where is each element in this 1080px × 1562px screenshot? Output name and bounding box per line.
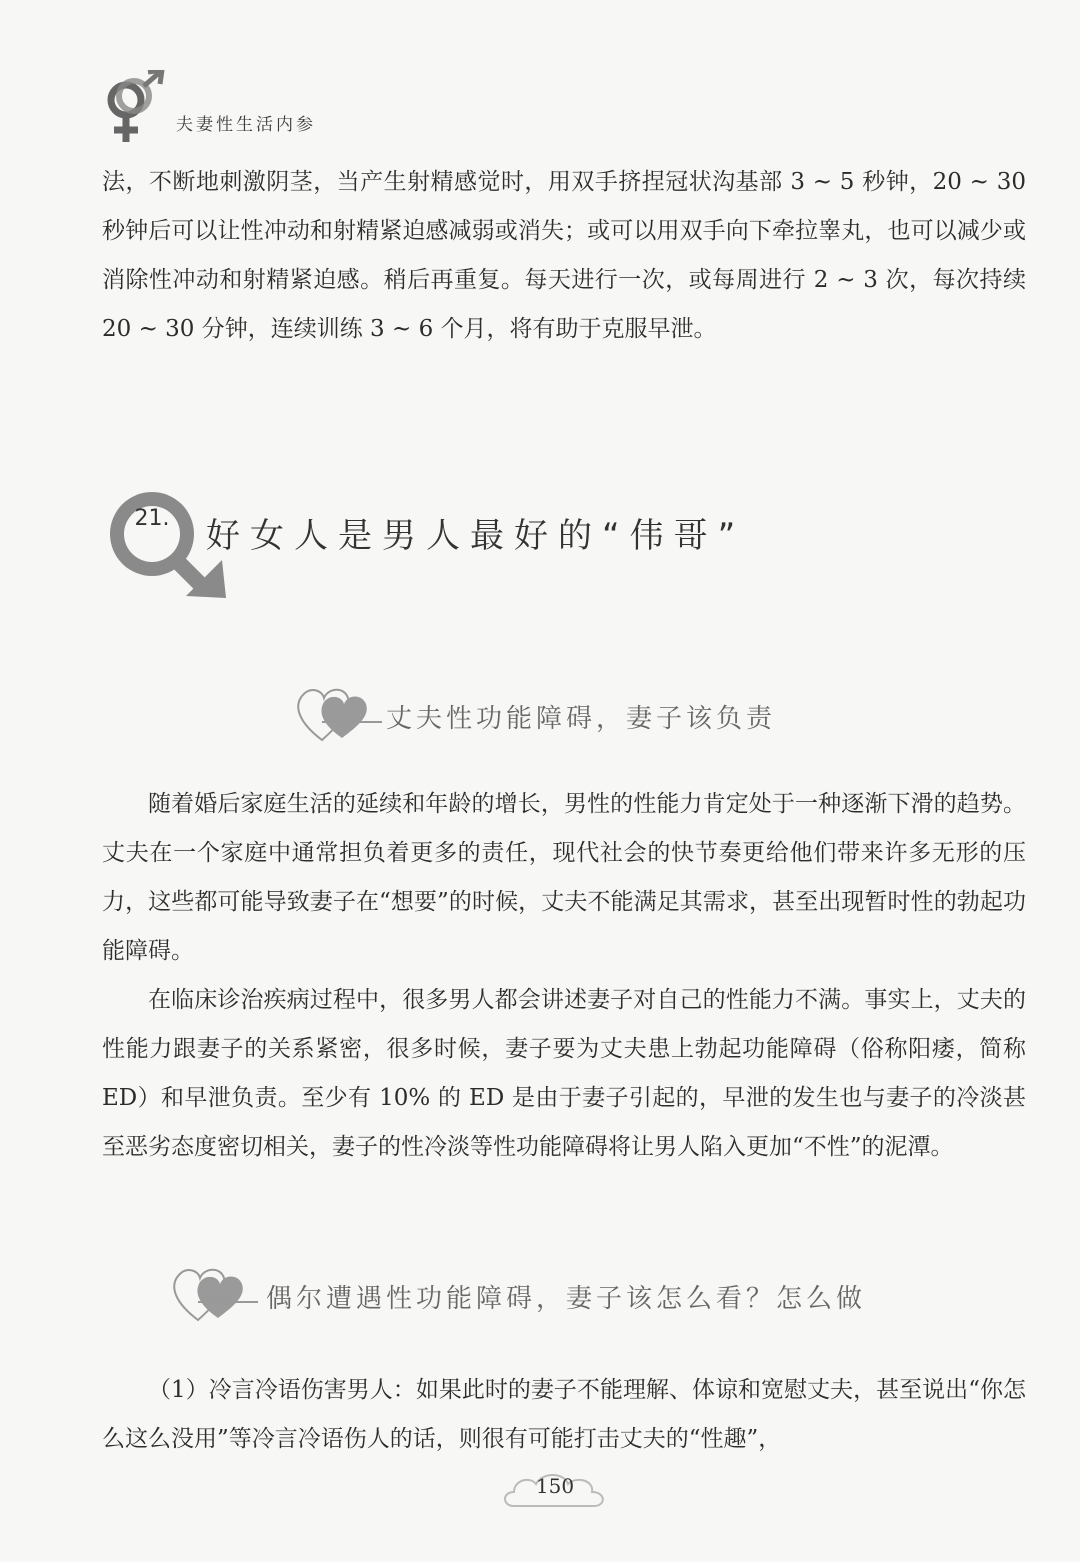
chapter-number: 21. [134,506,170,531]
running-header [100,70,700,150]
continuation-paragraph: 法，不断地刺激阴茎，当产生射精感觉时，用双手挤捏冠状沟基部 3 ~ 5 秒钟，20 ~ 30 秒钟后可以让性冲动和射精紧迫感减弱或消失；或可以用双手向下牵拉睾丸，也可以减少或消除性冲动和射精紧迫感。稍后再重复。每天进行一次，或每周进行 2 ~ 3 次，每次持续 20 ~ 30 分钟，连续训练 3 ~ 6 个月，将有助于克服早泄。 [102,169,1026,342]
section-heading-text: 偶尔遭遇性功能障碍，妻子该怎么看？怎么做 [266,1284,867,1314]
body-paragraph [102,158,1026,354]
section-heading-text: 丈夫性功能障碍，妻子该负责 [386,704,777,734]
paragraph: 随着婚后家庭生活的延续和年龄的增长，男性的性能力肯定处于一种逐渐下滑的趋势。丈夫在一个家庭中通常担负着更多的责任，现代社会的快节奏更给他们带来许多无形的压力，这些都可能导致妻子在“想要”的时候，丈夫不能满足其需求，甚至出现暂时性的勃起功能障碍。 [102,791,1026,964]
page-footer [500,1466,610,1514]
section-heading [292,676,852,746]
section-body [102,780,1026,1172]
section-heading [168,1256,968,1326]
header-title: 夫妻性生活内参 [176,115,316,135]
chapter-title: 好女人是男人最好的“伟哥” [206,516,746,556]
chapter-heading [100,478,1000,608]
hearts-icon [292,676,382,746]
gender-symbol-icon [100,70,170,150]
hearts-icon [168,1256,258,1326]
paragraph: 在临床诊治疾病过程中，很多男人都会讲述妻子对自己的性能力不满。事实上，丈夫的性能力跟妻子的关系紧密，很多时候，妻子要为丈夫患上勃起功能障碍（俗称阳痿，简称 ED）和早泄负责。至少有 10% 的 ED 是由于妻子引起的，早泄的发生也与妻子的冷淡甚至恶劣态度密切相关，妻子的性冷淡等性功能障碍将让男人陷入更加“不性”的泥潭。 [102,987,1026,1160]
page-number: 150 [535,1474,575,1498]
section-body [102,1366,1026,1464]
paragraph: （1）冷言冷语伤害男人：如果此时的妻子不能理解、体谅和宽慰丈夫，甚至说出“你怎么这么没用”等冷言冷语伤人的话，则很有可能打击丈夫的“性趣”， [102,1377,1026,1452]
